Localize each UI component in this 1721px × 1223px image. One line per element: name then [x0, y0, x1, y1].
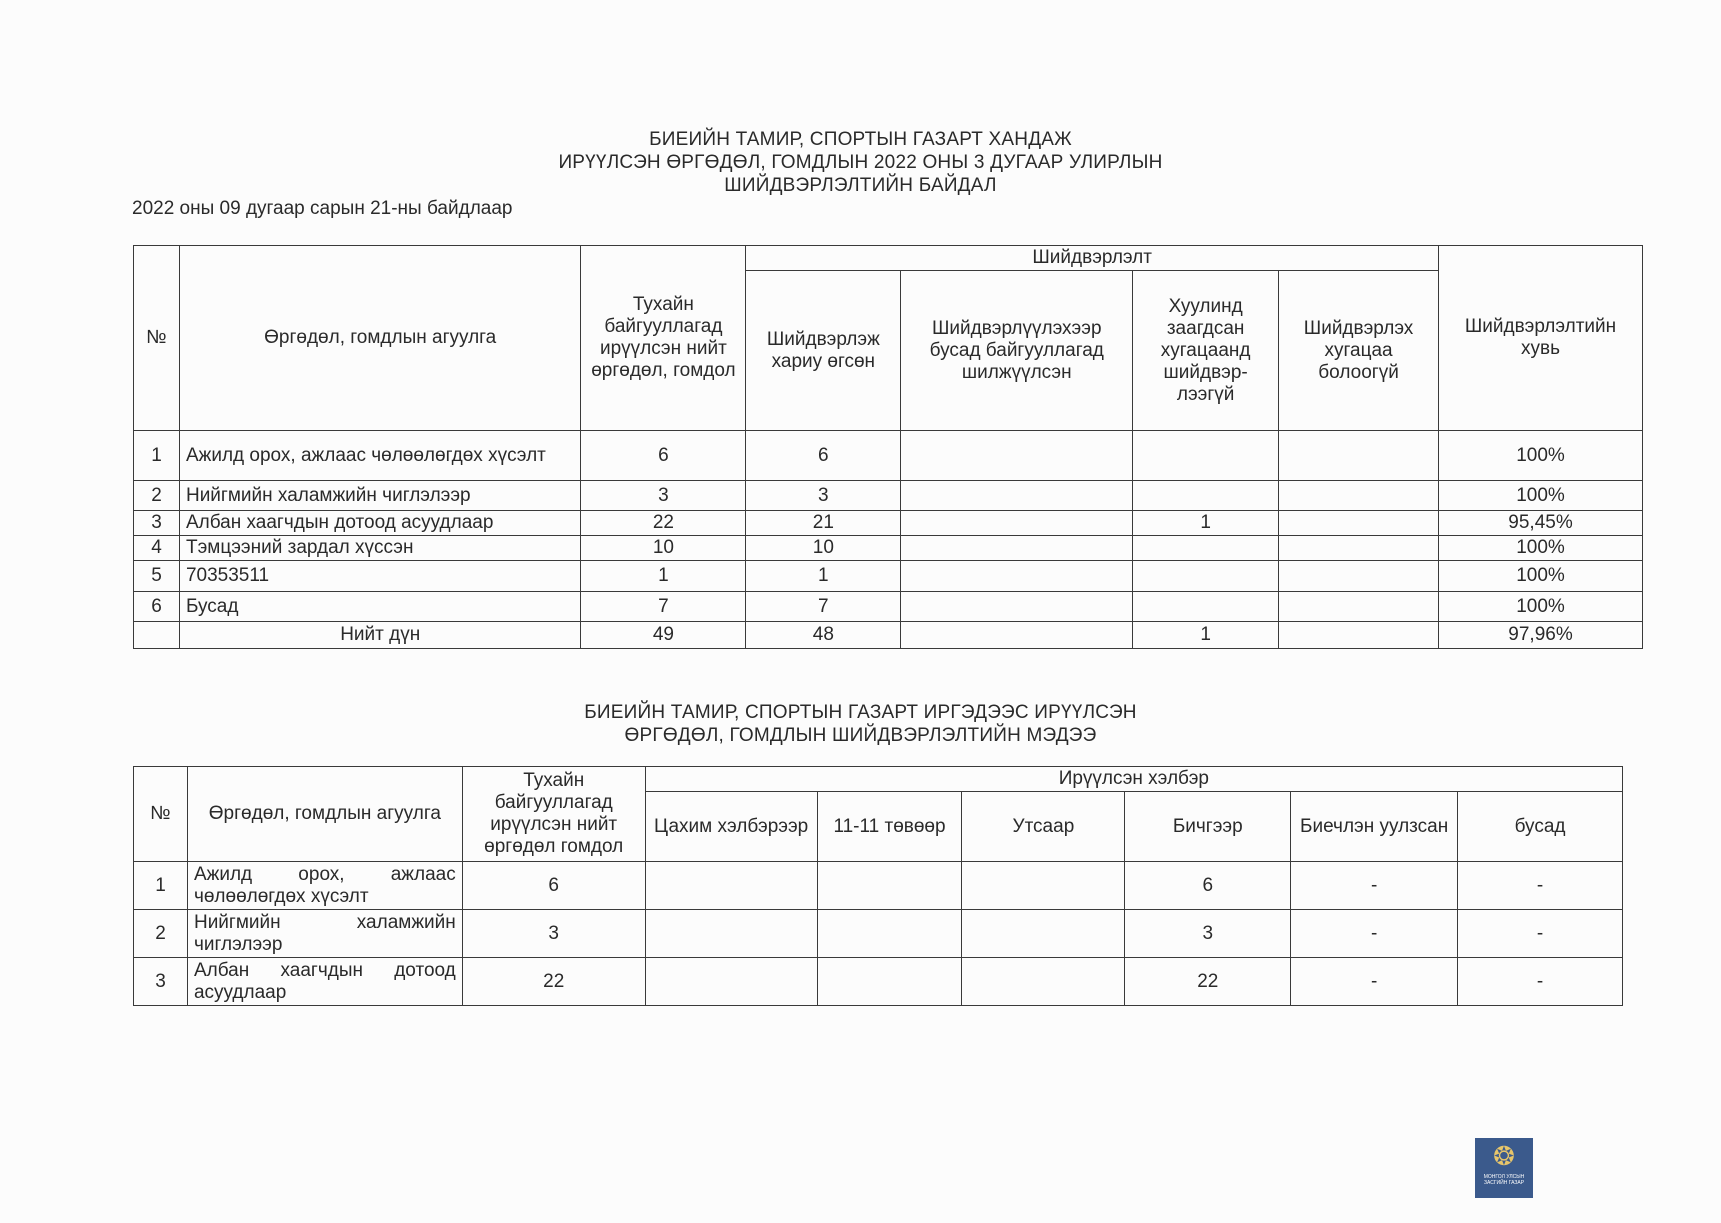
- row-total: 22: [462, 958, 645, 1006]
- row-written: 22: [1125, 958, 1291, 1006]
- row-inperson: -: [1291, 862, 1458, 910]
- row-hotline: [817, 862, 962, 910]
- row-other: -: [1458, 910, 1623, 958]
- header-other: бусад: [1458, 792, 1623, 862]
- row-transferred: [901, 431, 1133, 481]
- row-answered: 6: [746, 431, 901, 481]
- header-phone: Утсаар: [962, 792, 1125, 862]
- header-overdue: Хуулинд заагдсан хугацаанд шийдвэр-лээгүй: [1133, 271, 1279, 431]
- row-pending: [1279, 481, 1439, 511]
- table-row: [134, 862, 1623, 910]
- row-percent: 100%: [1439, 561, 1643, 592]
- row-no: 3: [134, 958, 188, 1006]
- row-total: 1: [581, 561, 746, 592]
- row-overdue: [1133, 592, 1279, 622]
- row-overdue: [1133, 431, 1279, 481]
- resolution-status-table: [133, 245, 1643, 649]
- row-overdue: 1: [1133, 511, 1279, 536]
- row-content: Нийгмийн халамжийн чиглэлээр: [179, 481, 580, 511]
- soyombo-emblem-icon: ❂: [1493, 1141, 1515, 1171]
- table-row: [134, 481, 1643, 511]
- table-row: [134, 511, 1643, 536]
- report-title-line-2: ИРҮҮЛСЭН ӨРГӨДӨЛ, ГОМДЛЫН 2022 ОНЫ 3 ДУГААР УЛИРЛЫН: [558, 152, 1163, 173]
- row-phone: [962, 958, 1125, 1006]
- row-overdue: [1133, 481, 1279, 511]
- row-no: 1: [134, 862, 188, 910]
- row-no: 4: [134, 536, 180, 561]
- header-total: Тухайн байгууллагад ирүүлсэн нийт өргөдөл гомдол: [462, 767, 645, 862]
- row-phone: [962, 862, 1125, 910]
- row-inperson: -: [1291, 910, 1458, 958]
- row-total: 6: [581, 431, 746, 481]
- second-title-line-2: ӨРГӨДӨЛ, ГОМДЛЫН ШИЙДВЭРЛЭЛТИЙН МЭДЭЭ: [624, 725, 1097, 746]
- header-electronic: Цахим хэлбэрээр: [645, 792, 817, 862]
- total-row: [134, 622, 1643, 649]
- row-total: 3: [462, 910, 645, 958]
- header-transferred: Шийдвэрлүүлэхээр бусад байгууллагад шилжүүлсэн: [901, 271, 1133, 431]
- submission-form-table: [133, 766, 1623, 1006]
- header-no: №: [134, 767, 188, 862]
- header-inperson: Биечлэн уулзсан: [1291, 792, 1458, 862]
- header-pending: Шийдвэрлэх хугацаа болоогүй: [1279, 271, 1439, 431]
- row-content: Албан хаагчдын дотоод асуудлаар: [187, 958, 462, 1006]
- row-no: 1: [134, 431, 180, 481]
- total-answered: 48: [746, 622, 901, 649]
- row-total: 10: [581, 536, 746, 561]
- row-phone: [962, 910, 1125, 958]
- row-total: 3: [581, 481, 746, 511]
- row-written: 6: [1125, 862, 1291, 910]
- row-no: 2: [134, 910, 188, 958]
- row-content: Албан хаагчдын дотоод асуудлаар: [179, 511, 580, 536]
- row-no: 3: [134, 511, 180, 536]
- row-content: 70353511: [179, 561, 580, 592]
- row-total: 6: [462, 862, 645, 910]
- row-transferred: [901, 536, 1133, 561]
- total-overdue: 1: [1133, 622, 1279, 649]
- row-percent: 95,45%: [1439, 511, 1643, 536]
- row-answered: 3: [746, 481, 901, 511]
- row-electronic: [645, 958, 817, 1006]
- row-transferred: [901, 481, 1133, 511]
- report-title-line-3: ШИЙДВЭРЛЭЛТИЙН БАЙДАЛ: [724, 175, 997, 196]
- row-content: Тэмцээний зардал хүссэн: [179, 536, 580, 561]
- table-row: [134, 592, 1643, 622]
- total-pending: [1279, 622, 1439, 649]
- header-percent: Шийдвэрлэлтийн хувь: [1439, 246, 1643, 431]
- header-written: Бичгээр: [1125, 792, 1291, 862]
- row-content: Нийгмийн халамжийн чиглэлээр: [187, 910, 462, 958]
- header-answered: Шийдвэрлэж хариу өгсөн: [746, 271, 901, 431]
- row-hotline: [817, 910, 962, 958]
- row-transferred: [901, 511, 1133, 536]
- total-no: [134, 622, 180, 649]
- table-row: [134, 910, 1623, 958]
- government-seal: [1475, 1138, 1533, 1198]
- report-date: 2022 оны 09 дугаар сарын 21-ны байдлаар: [132, 198, 513, 219]
- row-pending: [1279, 592, 1439, 622]
- seal-text: МОНГОЛ УЛСЫН ЗАСГИЙН ГАЗАР: [1483, 1174, 1525, 1186]
- row-content: Ажилд орох, ажлаас чөлөөлөгдөх хүсэлт: [187, 862, 462, 910]
- row-transferred: [901, 561, 1133, 592]
- row-other: -: [1458, 862, 1623, 910]
- row-electronic: [645, 862, 817, 910]
- header-no: №: [134, 246, 180, 431]
- row-electronic: [645, 910, 817, 958]
- total-transferred: [901, 622, 1133, 649]
- row-inperson: -: [1291, 958, 1458, 1006]
- total-total: 49: [581, 622, 746, 649]
- report-title-line-1: БИЕИЙН ТАМИР, СПОРТЫН ГАЗАРТ ХАНДАЖ: [649, 129, 1072, 150]
- row-percent: 100%: [1439, 481, 1643, 511]
- row-total: 7: [581, 592, 746, 622]
- total-percent: 97,96%: [1439, 622, 1643, 649]
- second-title: [0, 701, 1721, 747]
- report-title: [0, 128, 1721, 197]
- row-total: 22: [581, 511, 746, 536]
- header-hotline: 11-11 төвөөр: [817, 792, 962, 862]
- row-content: Бусад: [179, 592, 580, 622]
- row-hotline: [817, 958, 962, 1006]
- total-label: Нийт дүн: [179, 622, 580, 649]
- row-pending: [1279, 511, 1439, 536]
- row-other: -: [1458, 958, 1623, 1006]
- row-no: 2: [134, 481, 180, 511]
- header-content: Өргөдөл, гомдлын агуулга: [187, 767, 462, 862]
- row-percent: 100%: [1439, 592, 1643, 622]
- table-row: [134, 431, 1643, 481]
- row-percent: 100%: [1439, 431, 1643, 481]
- row-answered: 7: [746, 592, 901, 622]
- row-answered: 1: [746, 561, 901, 592]
- header-content: Өргөдөл, гомдлын агуулга: [179, 246, 580, 431]
- header-total: Тухайн байгууллагад ирүүлсэн нийт өргөдөл, гомдол: [581, 246, 746, 431]
- row-pending: [1279, 536, 1439, 561]
- row-written: 3: [1125, 910, 1291, 958]
- second-title-line-1: БИЕИЙН ТАМИР, СПОРТЫН ГАЗАРТ ИРГЭДЭЭС ИРҮҮЛСЭН: [584, 702, 1137, 723]
- row-pending: [1279, 561, 1439, 592]
- header-form: Ирүүлсэн хэлбэр: [645, 767, 1622, 792]
- row-transferred: [901, 592, 1133, 622]
- table-row: [134, 536, 1643, 561]
- table-row: [134, 958, 1623, 1006]
- header-resolution: Шийдвэрлэлт: [746, 246, 1439, 271]
- row-answered: 10: [746, 536, 901, 561]
- row-percent: 100%: [1439, 536, 1643, 561]
- row-no: 6: [134, 592, 180, 622]
- row-answered: 21: [746, 511, 901, 536]
- table-row: [134, 561, 1643, 592]
- row-pending: [1279, 431, 1439, 481]
- row-overdue: [1133, 561, 1279, 592]
- row-no: 5: [134, 561, 180, 592]
- row-overdue: [1133, 536, 1279, 561]
- row-content: Ажилд орох, ажлаас чөлөөлөгдөх хүсэлт: [179, 431, 580, 481]
